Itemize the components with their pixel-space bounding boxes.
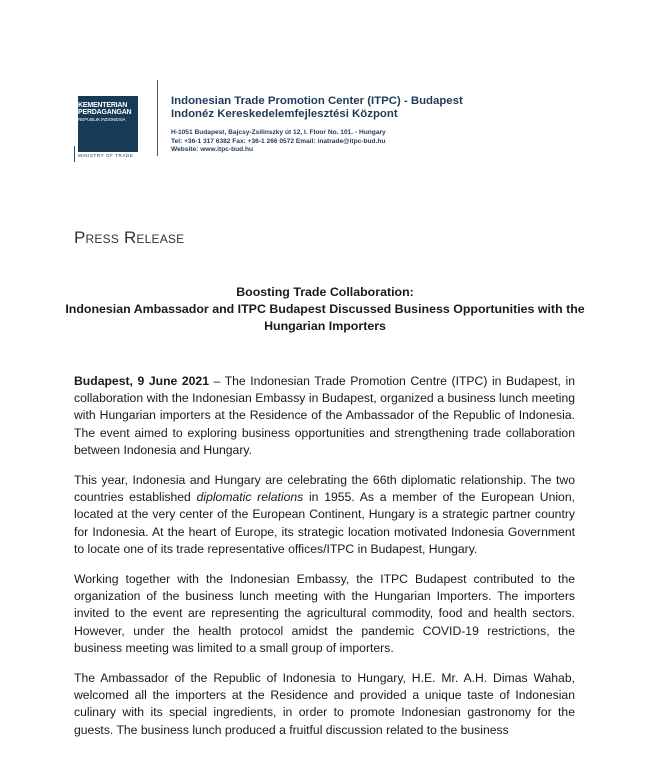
letterhead-divider [157, 80, 158, 156]
org-name-hungarian: Indonéz Kereskedelemfejlesztési Központ [171, 108, 398, 120]
paragraph-1 [74, 373, 575, 459]
paragraph-2-text-a: This year, Indonesia and Hungary are celebrating the 66th diplomatic relationship. The two countries established [74, 473, 575, 505]
document-type-heading: Press Release [74, 228, 185, 247]
ministry-logo [78, 96, 138, 152]
website: Website: www.itpc-bud.hu [171, 146, 254, 154]
address: H-1051 Budapest, Bajcsy-Zsilinszky út 12, I. Floor No. 101. - Hungary [171, 129, 386, 136]
org-name-english: Indonesian Trade Promotion Center (ITPC) - Budapest [171, 95, 463, 107]
paragraph-3: Working together with the Indonesian Embassy, the ITPC Budapest contributed to the organization of the business lunch meeting with the Hungarian Importers. The importers invited to the event are representing the agricultural commodity, food and health sectors. However, under the health protocol amidst the pandemic COVID-19 restrictions, the business meeting was limited to a small group of importers. [74, 572, 575, 655]
paragraph-2 [74, 472, 575, 558]
phone-fax-email: Tel: +36-1 317 6382 Fax: +36-1 266 0572 Email: inatrade@itpc-bud.hu [171, 137, 386, 145]
organization-name [171, 95, 463, 121]
logo-line-1: KEMENTERIAN [78, 102, 128, 109]
logo-divider [74, 146, 75, 162]
paragraph-4: The Ambassador of the Republic of Indonesia to Hungary, H.E. Mr. A.H. Dimas Wahab, welcomed all the importers at the Residence and provided a unique taste of Indonesian culinary with its special ingredients, in order to promote Indonesian gastronomy for the guests. The business lunch produced a fruitful discussion related to the business [74, 671, 575, 737]
logo-line-3: REPUBLIK INDONESIA [78, 117, 126, 122]
paragraph-1-text: – The Indonesian Trade Promotion Centre (ITPC) in Budapest, in collaboration with the Indonesian Embassy in Budapest, organized a business lunch meeting with Hungarian importers at the Residence of the Ambassador of the Republic of Indonesia. The event aimed to exploring business opportunities and strengthening trade collaboration between Indonesia and Hungary. [74, 374, 575, 457]
paragraph-2-emphasis: diplomatic relations [196, 490, 304, 505]
dateline: Budapest, 9 June 2021 [74, 374, 209, 388]
title-line-1: Boosting Trade Collaboration: [236, 285, 414, 299]
article-body [74, 373, 575, 748]
logo-line-2: PERDAGANGAN [78, 109, 132, 116]
logo-caption: MINISTRY OF TRADE [78, 153, 134, 158]
contact-info [171, 129, 386, 155]
title-line-2: Indonesian Ambassador and ITPC Budapest Discussed Business Opportunities with the Hungarian Importers [65, 302, 585, 333]
press-release-title [60, 284, 590, 335]
paragraph-2-text-b: in 1955. As a member of the European Union, located at the very center of the European Continent, Hungary is a strategic partner country for Indonesia. At the heart of Europe, its strategic location motivated Indonesia Government to locate one of its trade representative offices/ITPC in Budapest, Hungary. [74, 490, 575, 556]
